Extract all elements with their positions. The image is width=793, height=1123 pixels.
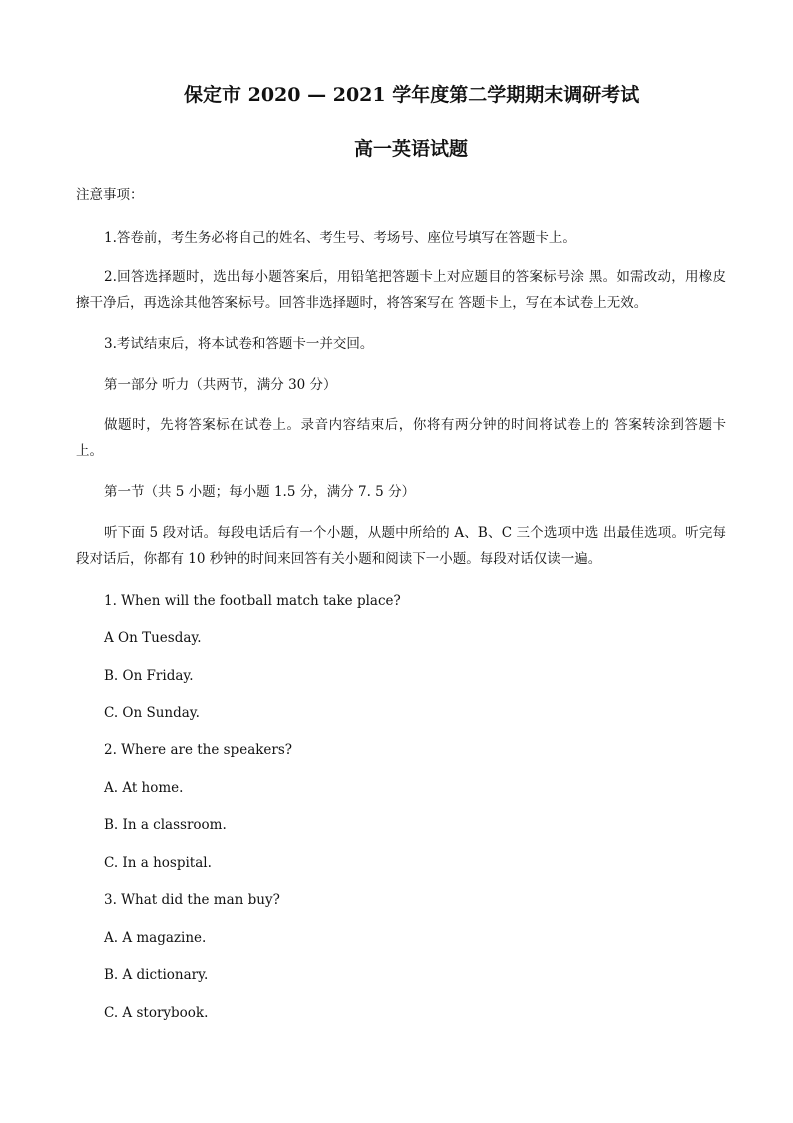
question-2-option-c: C. In a hospital. <box>104 855 212 871</box>
section1-instructions: 听下面 5 段对话。每段电话后有一个小题，从题中所给的 A、B、C 三个选项中选 出最佳选项。听完每段对话后，你都有 10 秒钟的时间来回答有关小题和阅读下一小题。每段对话仅读一遍。 <box>76 525 726 567</box>
question-1-option-a: A On Tuesday. <box>104 630 202 646</box>
part1-heading: 第一部分 听力（共两节，满分 30 分） <box>104 377 337 393</box>
question-2-option-b: B. In a classroom. <box>104 817 227 833</box>
question-1-stem: 1. When will the football match take place? <box>104 593 401 609</box>
notice-heading: 注意事项： <box>76 187 144 203</box>
part1-instructions: 做题时，先将答案标在试卷上。录音内容结束后，你将有两分钟的时间将试卷上的 答案转涂到答题卡上。 <box>76 417 726 459</box>
question-3-option-b: B. A dictionary. <box>104 967 209 983</box>
question-3-option-c: C. A storybook. <box>104 1005 209 1021</box>
question-3-stem: 3. What did the man buy? <box>104 892 280 908</box>
notice-item-3: 3.考试结束后，将本试卷和答题卡一并交回。 <box>104 336 374 352</box>
question-2-option-a: A. At home. <box>104 780 184 796</box>
question-1-option-b: B. On Friday. <box>104 668 194 684</box>
section1-heading: 第一节（共 5 小题；每小题 1.5 分，满分 7. 5 分） <box>104 484 416 500</box>
question-1-option-c: C. On Sunday. <box>104 705 200 721</box>
question-3-option-a: A. A magazine. <box>104 930 207 946</box>
question-2-stem: 2. Where are the speakers? <box>104 742 293 758</box>
notice-item-2: 2.回答选择题时，选出每小题答案后，用铅笔把答题卡上对应题目的答案标号涂 黑。如需改动，用橡皮擦干净后，再选涂其他答案标号。回答非选择题时，将答案写在 答题卡上，写在本试卷上无效。 <box>76 269 726 311</box>
exam-subtitle: 高一英语试题 <box>354 138 469 160</box>
notice-item-1: 1.答卷前，考生务必将自己的姓名、考生号、考场号、座位号填写在答题卡上。 <box>104 230 576 246</box>
exam-title: 保定市 2020 — 2021 学年度第二学期期末调研考试 <box>184 84 640 106</box>
